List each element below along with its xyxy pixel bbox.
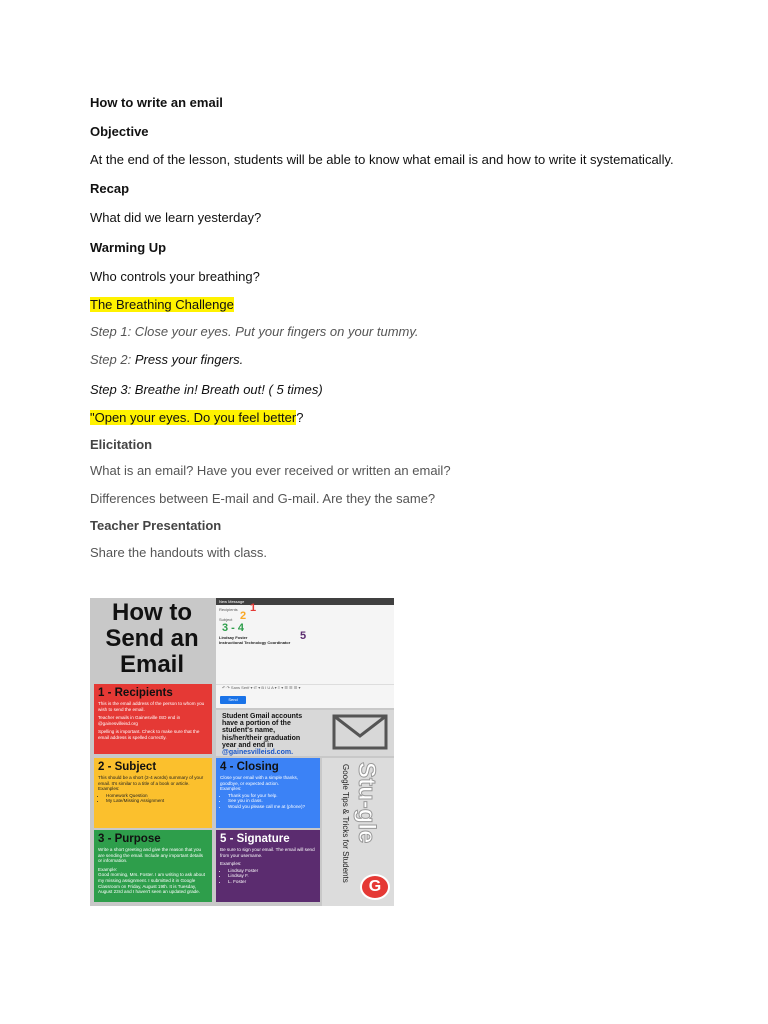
subject-title: 2 - Subject [98,761,157,773]
signature-examples-label: Examples: [220,861,242,867]
subject-text: This should be a short (2-4 words) summary of your email. It's similar to a title of a book or article. [98,775,204,786]
purpose-example-label: Example: [98,866,118,872]
recipients-title: 1 - Recipients [98,687,173,699]
infographic-title-line-2: Send an [105,625,199,652]
closing-example: • Thank you for your help. [228,793,316,799]
doc-title: How to write an email [90,95,223,110]
subject-example: • Homework Question [106,793,208,799]
open-eyes-end: ? [296,410,304,425]
closing-example: • Would you please call me at (phone)? [228,804,316,810]
signature-box [216,830,320,902]
envelope-icon [332,714,388,750]
stugle-brand-panel [322,758,394,906]
subject-example: • My Late/Missing Assignment [106,798,208,804]
marker-5: 5 [300,630,307,642]
student-accounts-box [216,710,394,756]
gmail-compose-screenshot [216,598,394,708]
purpose-title: 3 - Purpose [98,833,161,845]
student-line-2: have a portion of the [222,720,291,728]
student-line-5: year and end in [222,741,274,749]
objective-text: At the end of the lesson, students will be able to know what email is and how to write it systematically. [90,152,674,167]
student-line-3: student's name, [222,727,276,735]
closing-text: Close your email with a simple thanks, goodbye, or expected action. [220,775,299,786]
recipients-text-3: Spelling is important. Check to make sure that the email address is spelled correctly. [98,729,200,740]
compose-bar: New Message [216,598,394,605]
open-eyes-highlight: "Open your eyes. Do you feel better [90,410,297,425]
step-2 [90,352,243,367]
gainesville-logo-icon: G [360,874,390,900]
marker-2: 2 [240,610,247,622]
student-line-1: Student Gmail accounts [222,713,303,720]
recipients-box [94,684,212,754]
warming-text: Who controls your breathing? [90,269,260,284]
elicitation-question-2: Differences between E-mail and G-mail. Are they the same? [90,491,436,506]
recipients-text-2: Teacher emails in Gainesville ISD end in @gainesvilleisd.org [98,715,181,726]
step-2-label: Step 2: [90,352,135,367]
step-3: Step 3: Breathe in! Breath out! ( 5 times) [90,382,323,397]
compose-toolbar-icons: ↶ ↷ Sans Serif ▾ tT ▾ B I U A ▾ ≡ ▾ ☰ ☰ ☰ ▾ [222,685,301,690]
stugle-tagline: Google Tips & Tricks for Students [341,764,350,883]
marker-1: 1 [250,602,257,614]
purpose-text: Write a short greeting and give the reason that you are sending the email. Include any important details or information. [98,847,203,864]
purpose-box [94,830,212,902]
compose-toolbar [216,684,394,693]
infographic-title [94,600,210,678]
student-accounts-text [222,713,322,756]
step-2-text: Press your fingers. [134,352,244,367]
recap-text: What did we learn yesterday? [90,210,262,225]
marker-3-4-text: 3 - 4 [222,622,245,634]
subject-examples-label: Examples: [98,786,120,792]
compose-sig-name: Lindsay Foster [219,635,248,640]
closing-examples-list [228,793,316,810]
teacher-heading: Teacher Presentation [90,518,222,533]
infographic-title-line-1: How to [112,599,192,626]
closing-example: • See you in class. [228,798,316,804]
recipients-text-1: This is the email address of the person to whom you wish to send the email. [98,701,205,712]
challenge-title [90,297,234,312]
step-1: Step 1: Close your eyes. Put your fingers on your tummy. [90,324,419,339]
signature-example: • L. Foster [228,879,316,885]
stugle-brand: Stu-gle [353,762,380,844]
infographic-title-line-3: Email [119,651,185,678]
recap-heading: Recap [90,181,130,196]
subject-examples-list [106,793,208,804]
marker-3-4 [222,622,244,634]
closing-box [216,758,320,828]
compose-sig-role: Instructional Technology Coordinator [219,640,291,645]
signature-text: Be sure to sign your email. The email will send from your username. [220,847,315,858]
teacher-text: Share the handouts with class. [90,545,268,560]
compose-recipients: Recipients [219,607,238,612]
signature-example: • Lindsay F. [228,873,316,879]
challenge-highlight: The Breathing Challenge [90,297,234,312]
signature-example: • Lindsay Foster [228,868,316,874]
compose-subject: Subject [219,617,233,622]
elicitation-heading: Elicitation [90,437,153,452]
signature-examples-list [228,868,316,885]
purpose-example: Good morning, Mrs. Foster. I am writing to ask about my missing assignment. I submitted it in Google Classroom on Friday, August 19th. It is Tuesday, August 23rd and I haven't seen an updated grade. [98,872,205,895]
subject-box [94,758,212,828]
elicitation-question-1: What is an email? Have you ever received or written an email? [90,463,451,478]
closing-examples-label: Examples: [220,786,242,792]
student-line-4: his/her/their graduation [222,734,301,742]
signature-title: 5 - Signature [220,833,290,845]
student-line-6: @gainesvilleisd.com. [222,749,294,757]
email-infographic [90,598,394,906]
objective-heading: Objective [90,124,149,139]
open-eyes [90,410,303,425]
compose-send-button: Send [220,696,246,704]
closing-title: 4 - Closing [220,761,279,773]
warming-heading: Warming Up [90,240,167,255]
